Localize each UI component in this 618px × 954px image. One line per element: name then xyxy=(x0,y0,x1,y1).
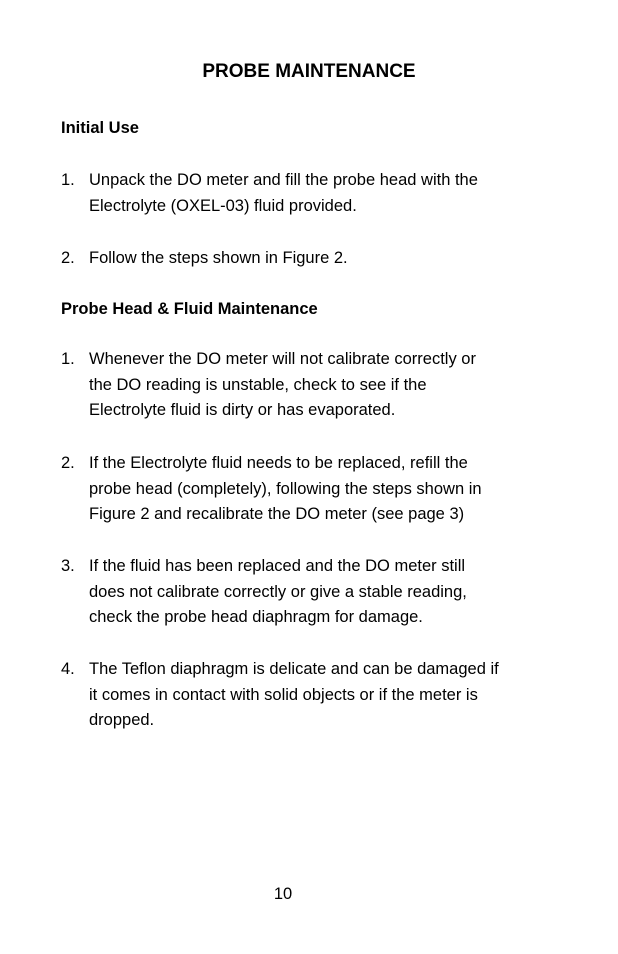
item-line: it comes in contact with solid objects or if the meter is xyxy=(89,685,478,704)
item-line: check the probe head diaphragm for damage. xyxy=(89,608,423,626)
item-text xyxy=(89,246,571,272)
item-number: 1. xyxy=(61,171,75,189)
item-line: The Teflon diaphragm is delicate and can be damaged if xyxy=(89,660,499,678)
section-heading-initial-use: Initial Use xyxy=(61,119,139,137)
item-line: Unpack the DO meter and fill the probe head with the xyxy=(89,171,478,189)
list-item xyxy=(61,657,571,734)
item-text xyxy=(89,347,571,424)
list-item xyxy=(61,246,571,272)
item-line: dropped. xyxy=(89,711,155,729)
item-line: Follow the steps shown in Figure 2. xyxy=(89,249,348,267)
item-text xyxy=(89,657,571,734)
item-text xyxy=(89,554,571,631)
item-line: Figure 2 and recalibrate the DO meter (see page 3) xyxy=(89,505,465,523)
item-number: 3. xyxy=(61,557,75,575)
list-item xyxy=(61,554,571,631)
item-number: 4. xyxy=(61,660,75,678)
section-heading-probe-head-fluid-maintenance: Probe Head & Fluid Maintenance xyxy=(61,300,318,318)
item-number: 2. xyxy=(61,454,75,472)
list-item xyxy=(61,347,571,424)
page-number: 10 xyxy=(273,885,293,903)
item-line: Whenever the DO meter will not calibrate correctly or xyxy=(89,350,476,368)
item-line: If the Electrolyte fluid needs to be replaced, refill the xyxy=(89,454,468,472)
item-number: 2. xyxy=(61,249,75,267)
page-title: PROBE MAINTENANCE xyxy=(202,61,416,82)
item-text xyxy=(89,451,571,528)
item-line: Electrolyte fluid is dirty or has evaporated. xyxy=(89,401,396,419)
list-item xyxy=(61,168,571,219)
item-line: Electrolyte (OXEL-03) fluid provided. xyxy=(89,196,357,215)
list-item xyxy=(61,451,571,528)
item-line: probe head (completely), following the steps shown in xyxy=(89,479,482,498)
item-line: If the fluid has been replaced and the DO meter still xyxy=(89,557,466,575)
item-line: the DO reading is unstable, check to see if the xyxy=(89,375,427,394)
item-number: 1. xyxy=(61,350,75,368)
item-text xyxy=(89,168,571,219)
item-line: does not calibrate correctly or give a stable reading, xyxy=(89,582,467,601)
